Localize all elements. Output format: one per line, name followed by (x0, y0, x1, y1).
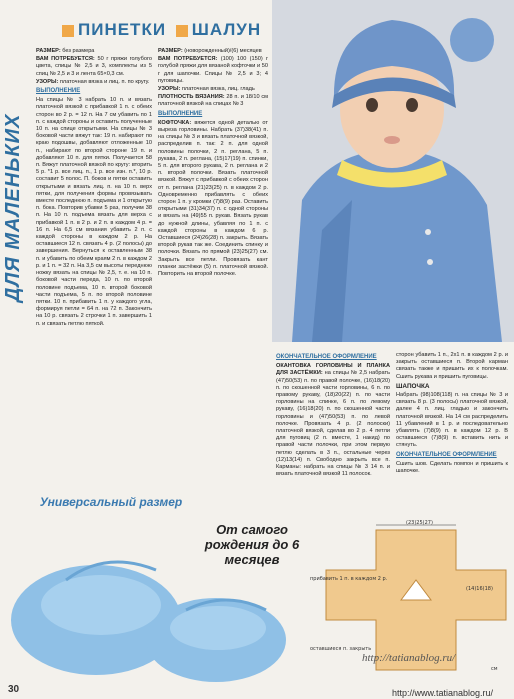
size-label: РАЗМЕР: (36, 48, 61, 54)
baby-photo-illustration (272, 0, 514, 342)
title-part2: ШАЛУН (191, 20, 262, 39)
page-number: 30 (8, 684, 20, 695)
caption-from-birth: От самого рождения до 6 месяцев (204, 522, 300, 567)
baby-photo (272, 0, 514, 342)
pattern-label: УЗОРЫ: (36, 78, 59, 85)
size-value: (новорожденный)/(6) месяцев (184, 48, 262, 54)
diagram-label: прибавить 1 п. в каждом 2 р. (310, 576, 388, 582)
size-value: без размера (62, 48, 95, 54)
need-label: ВАМ ПОТРЕБУЕТСЯ: (36, 56, 95, 63)
booties-instructions: На спицы № 3 набрать 10 п. и вязать платочной вязкой с прибавкой 1 п. с обеих сторон во 2 р. = 12 п. На 7 см убавить по 1 п. с каждой стороны и оставить полученные 10 п. на спице открытыми. На спицы № 3 боковой части вяжут так: 19 п. набирают по краю подошвы, добавляют отложенные 10 п., набирают по второй стороне 19 п. и добавляют 10 п. для пятки. Получается 58 п. Вяжут платочной вязкой по кругу: вторить 5 р. *1 р. все лиц. п., 1 р. все изн. п.*, 10 р. составит 5 полос. П. боков и пятки оставить открытыми и вязать лиц. п. на 10 п. верх пятки, для получения формы провязывать вместе последнюю п. подъема и 1 открытую п. бока. Повторив убавки 5 раз, получим 38 п. На 10 п. подъема вязать для верха с прибавкой 1 п. в 2 р. и 2 п. в каждом 4 р. = 16 п. На 6,5 см вязания убавить 2 п. с каждой стороны в каждом 2 р. На оставшиеся 12 п. связать 4 р. (2 полосы) до завершения. Вернуться к оставленным 38 п. и убавить по обеим краям 2 п. в каждом 2 р. и 1 п. = 32 п. На 3,5 см высоты переднюю ножку вязать на спицы № 2,5, т. е. на 10 п. боковой части переда, 10 п. по второй половине подъема, 10 п. второй боковой части подъема, 5 п. по второй половине пятки. 10 п. прибавить 1 п. у каждого угла, формируя петли = 64 п. на 72 п. Закончить на 10 р. связать 2 строчки 1 п. завершить 1 п. и связать петлю пяткой. (36, 97, 152, 327)
density-label: ПЛОТНОСТЬ ВЯЗАНИЯ: (158, 94, 225, 101)
diagram-label: (14)16(18) (466, 586, 493, 592)
section-band (0, 0, 30, 430)
column-booties (36, 48, 152, 468)
footer-link[interactable]: http://www.tatianablog.ru/ (392, 688, 494, 698)
section-heading: ВЫПОЛНЕНИЕ (36, 88, 81, 95)
column-hat (396, 352, 508, 522)
hat-instructions: Набрать (98)108(118) п. на спицы № 3 и связать 8 р. (3 полосы) платочной вязкой, далее 4 п. лиц. гладью и закончить платочной вязкой. На 14 см распределить 11 убавлений в 1 р. и последовательно убавлять (7)8(9) п. в каждом 12 р. В оставшиеся (7)8(9) п. вставить нить и стянуть. (396, 392, 508, 449)
pocket-instructions: сторон убавить 1 п., 2х1 п. в каждом 2 р. и закрыть оставшиеся п. Второй карман связать также и пришить их к полочкам. Сшить рукава и пришить пуговицы. (396, 352, 508, 380)
hat-heading: ШАПОЧКА (396, 382, 430, 390)
caption-universal: Универсальный размер (39, 495, 183, 509)
collar-instructions: на спицы № 2,5 набрать (47)50(53) п. по правой полочке, (16)18(20) п. по скошенной части горловины, 6 п. по правому рукаву, (18)20(22) п. по части горловины на спинке, 6 п. по левому рукаву, (16)18(20) п. по скошенной части горловины и (47)50(53) п. по левой полочке. Провязать 4 р. (2 полоски) платочной вязкой, сделав во 2 р. 4 петли для пуговиц (2 п. вместе, 1 накид) по правой части полочки, при этом первую петлю сделать в 3 п., остальные через (12)13(14) п. Свободно закрыть все п. Карманы: набрать на спицы № 3 14 п. и вязать платочной вязкой 11 полосок. (276, 370, 390, 478)
diagram-label: см (491, 666, 498, 672)
pattern-value: платочная вязка и лиц. п. по кругу. (59, 78, 150, 85)
pattern-label: УЗОРЫ: (158, 86, 181, 93)
jacket-instructions: вяжется одной деталью от выреза горловины. Набрать (37)38(41) п. на спицы № 3 и вязать платочной вязкой, распределив п. так: 2 п. для одной половины полочки, 2 п. реглана, 5 п. рукава, 2 п. реглана, (15)17(19) п. спинки, 5 п. для второго рукава, 2 п. реглана и 2 п. второй полочки. Вязать платочной вязкой. Вяжут с прибавкой с обеих сторон от п. реглана (21)23(25) п. в каждом 2 р. Одновременно прибавлять с обеих сторон 1 п. у кромки (7)8(9) раз. Оставить открытыми (31)34(37) п. с одной стороны и вязать на (49)55 п. рукав. Вязать рукав до нужной длины, убавляя по 1 п. с каждой стороны в каждом 6 р. Оставшиеся (24)26(28) п. закрыть. Вязать второй рукав так же. Соединить спинку и полочки. Вязать по прямой (23)25(27) см. Закрыть все петли. Провязать кант планки застёжки (5) п. платочной вязкой. Повторить на второй полочке. (158, 119, 268, 278)
need-value: 50 г пряжи голубого цвета, спицы № 2,5 и 3, комплекты из 5 спиц № 2,5 и 3 и лента 65×0,3 см. (36, 56, 152, 77)
diagram-label: оставшиеся п. закрыть (310, 646, 372, 652)
collar-heading: ОКАНТОВКА ГОРЛОВИНЫ И ПЛАНКА ДЛЯ ЗАСТЁЖКИ: (276, 363, 390, 377)
watermark-link[interactable]: http://tatianablog.ru/ (362, 652, 456, 664)
column-finishing (276, 352, 390, 512)
section-vertical-title: ДЛЯ МАЛЕНЬКИХ (2, 113, 24, 303)
section-heading: ОКОНЧАТЕЛЬНОЕ ОФОРМЛЕНИЕ (276, 354, 377, 360)
title-square-icon (62, 25, 74, 37)
pattern-value: платочная вязка, лиц. гладь (181, 86, 255, 93)
title-square-icon (176, 25, 188, 37)
need-value: (100) 100 (150) г голубой пряжи для вязаной кофточки и 50 г для шапочки. Спицы № 2,5 и 3; 4 пуговицы. (158, 56, 269, 84)
need-label: ВАМ ПОТРЕБУЕТСЯ: (158, 56, 218, 63)
title-part1: ПИНЕТКИ (78, 20, 167, 39)
diagram-label: (23)25(27) (406, 520, 433, 526)
column-jacket (158, 48, 268, 488)
jacket-label: КОФТОЧКА: (158, 119, 192, 126)
section-heading: ВЫПОЛНЕНИЕ (158, 110, 203, 117)
size-label: РАЗМЕР: (158, 48, 183, 54)
density-value: 28 п. и 18/10 см платочной вязкой на спицах № 3 (158, 94, 268, 108)
final-heading: ОКОНЧАТЕЛЬНОЕ ОФОРМЛЕНИЕ (396, 451, 497, 458)
final-instructions: Сшить шов. Сделать помпон и пришить к шапочке. (396, 460, 508, 475)
page-title (62, 20, 261, 40)
